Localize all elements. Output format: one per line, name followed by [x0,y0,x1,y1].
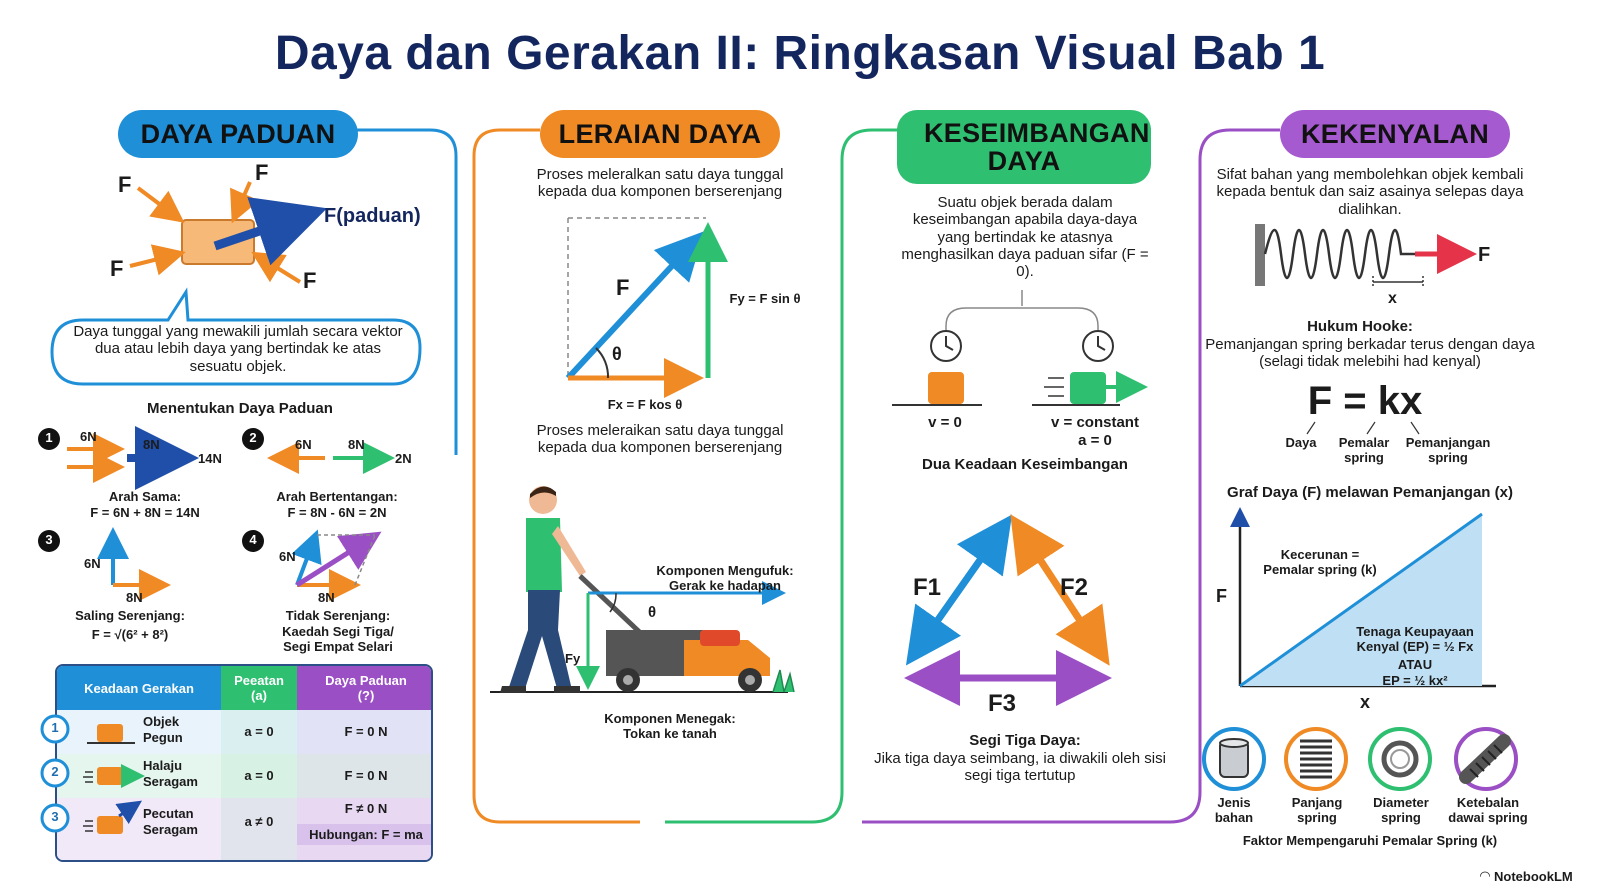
heading-kekenyalan: KEKENYALAN [1280,110,1510,158]
case-1-r: 14N [198,451,222,466]
row-1-state: Objek Pegun [143,714,183,745]
equilibrium-states-title: Dua Keadaan Keseimbangan [922,456,1128,473]
determine-title: Menentukan Daya Paduan [147,400,333,417]
case-2-a: 6N [295,437,312,452]
case-3-caption: Saling Serenjang: [75,608,185,623]
graph-energy-label: Tenaga Keupayaan Kenyal (EP) = ½ Fx [1356,624,1474,654]
case-2-r: 2N [395,451,412,466]
heading-daya-paduan: DAYA PADUAN [118,110,358,158]
case-4-num: 4 [249,532,257,547]
row-1-accel: a = 0 [244,724,274,739]
formula-label-daya: Daya [1285,435,1317,450]
case-3-num: 3 [45,532,53,547]
resolution-fx: Fx = F kos θ [607,397,683,412]
spring-diagram [1255,222,1515,302]
case-4-caption: Tidak Serenjang: [285,608,391,623]
graph-x-label: x [1360,692,1371,712]
table-header-accel: Peeatan (a) [221,666,297,710]
row-3-force: F ≠ 0 N [344,801,388,816]
graph-title: Graf Daya (F) melawan Pemanjangan (x) [1227,484,1513,501]
case-1-formula: F = 6N + 8N = 14N [90,505,200,520]
force-label-1: F [118,172,132,197]
brand-label: NotebookLM [1494,868,1573,884]
triangle-f3: F3 [988,690,1017,717]
force-label-3: F [110,256,124,281]
keseimbangan-desc: Suatu objek berada dalam keseimbangan apabila daya-daya yang bertindak ke atasnya menghasilkan daya paduan sifar (F = 0). [901,194,1149,280]
case-3-a: 6N [84,556,101,571]
row-1-num: 1 [51,720,59,735]
case-4-b: 8N [318,590,335,605]
definition-text: Daya tunggal yang mewakili jumlah secara vektor dua atau lebih daya yang bertindak ke atas sesuatu objek. [73,323,403,375]
state-2-label-a: a = 0 [1078,432,1112,449]
row-2-force: F = 0 N [344,768,388,783]
brand-watermark [1480,868,1573,884]
graph-energy-label-2: EP = ½ kx² [1382,673,1448,688]
factor-diameter-spring: Diameter spring [1373,795,1429,825]
leraian-desc-2: Proses meleraikan satu daya tunggal kepada dua komponen berserenjang [536,422,784,457]
kekenyalan-desc: Sifat bahan yang membolehkan objek kembali kepada bentuk dan saiz asainya selepas daya dialihkan. [1216,166,1524,218]
case-1-b: 8N [143,437,160,452]
heading-keseimbangan-text: KESEIMBANGAN DAYA [924,117,1150,176]
force-label-4: F [303,268,317,293]
row-2-state: Halaju Seragam [143,758,198,789]
resolution-fy: Fy = F sin θ [729,291,801,306]
hooke-desc: Pemanjangan spring berkadar terus dengan daya (selagi tidak melebihi had kenyal) [1205,336,1535,371]
heading-leraian-daya: LERAIAN DAYA [540,110,780,158]
case-4-formula-2: Segi Empat Selari [283,639,393,654]
factor-ketebalan-dawai: Ketebalan dawai spring [1448,795,1528,825]
row-2-num: 2 [51,764,59,779]
resolution-theta: θ [612,344,622,364]
case-2-b: 8N [348,437,365,452]
row-3-accel: a ≠ 0 [244,814,274,829]
mower-theta: θ [648,604,657,621]
mower-fy: Fy [565,651,581,666]
page-title: Daya dan Gerakan II: Ringkasan Visual Bab 1 [274,27,1326,80]
case-1-a: 6N [80,429,97,444]
spring-extension-label: x [1388,290,1397,307]
resolution-f-label: F [616,275,630,300]
row-3-relation: Hubungan: F = ma [297,824,433,845]
motion-table [55,664,433,862]
row-2-accel: a = 0 [244,768,274,783]
formula-label-pemanjangan: Pemanjangan spring [1405,435,1491,465]
spring-factor-icons [1200,725,1540,805]
case-3-b: 8N [126,590,143,605]
case-2-num: 2 [249,430,257,445]
graph-slope-label: Kecerunan = Pemalar spring (k) [1263,547,1377,577]
resultant-label: F(paduan) [324,205,421,227]
force-label-2: F [255,160,269,185]
factors-title: Faktor Mempengaruhi Pemalar Spring (k) [1242,833,1498,848]
case-1-caption: Arah Sama: [108,489,182,504]
case-4-a: 6N [279,549,296,564]
leraian-desc-1: Proses meleralkan satu daya tunggal kepada dua komponen berserenjang [536,166,784,201]
resultant-force-diagram [110,170,430,310]
row-1-force: F = 0 N [344,724,388,739]
factor-panjang-spring: Panjang spring [1291,795,1343,825]
notebooklm-logo-icon: ◠ [1480,868,1490,883]
case-3-formula: F = √(6² + 8²) [91,627,169,642]
state-2-label-v: v = constant [1051,414,1139,431]
triangle-f2: F2 [1060,574,1089,601]
graph-energy-or: ATAU [1397,657,1433,672]
force-resolution-diagram [560,210,820,410]
case-4-formula: Kaedah Segi Tiga/ [282,624,394,639]
horizontal-component-label: Komponen Mengufuk: Gerak ke hadapan [656,563,794,593]
hooke-formula: F = kx [1307,379,1423,423]
equilibrium-states-diagram [900,290,1160,430]
spring-force-label: F [1478,244,1491,266]
case-1-num: 1 [45,430,53,445]
heading-keseimbangan-daya [897,110,1151,184]
case-2-formula: F = 8N - 6N = 2N [287,505,387,520]
state-1-label: v = 0 [928,414,962,431]
table-header-state: Keadaan Gerakan [57,666,221,710]
row-3-num: 3 [51,809,59,824]
case-2-caption: Arah Bertentangan: [276,489,398,504]
row-3-state: Pecutan Seragam [143,806,198,837]
triangle-title: Segi Tiga Daya: [969,732,1081,749]
vertical-component-label: Komponen Menegak: Tokan ke tanah [604,711,736,741]
table-header-force: Daya Paduan (?) [297,666,433,710]
graph-y-label: F [1216,586,1227,606]
hooke-title: Hukum Hooke: [1307,318,1413,335]
force-triangle-diagram [900,520,1140,720]
triangle-f1: F1 [913,574,942,601]
triangle-desc: Jika tiga daya seimbang, ia diwakili oleh sisi segi tiga tertutup [874,750,1166,785]
factor-jenis-bahan: Jenis bahan [1214,795,1254,825]
formula-label-pemalar: Pemalar spring [1338,435,1390,465]
